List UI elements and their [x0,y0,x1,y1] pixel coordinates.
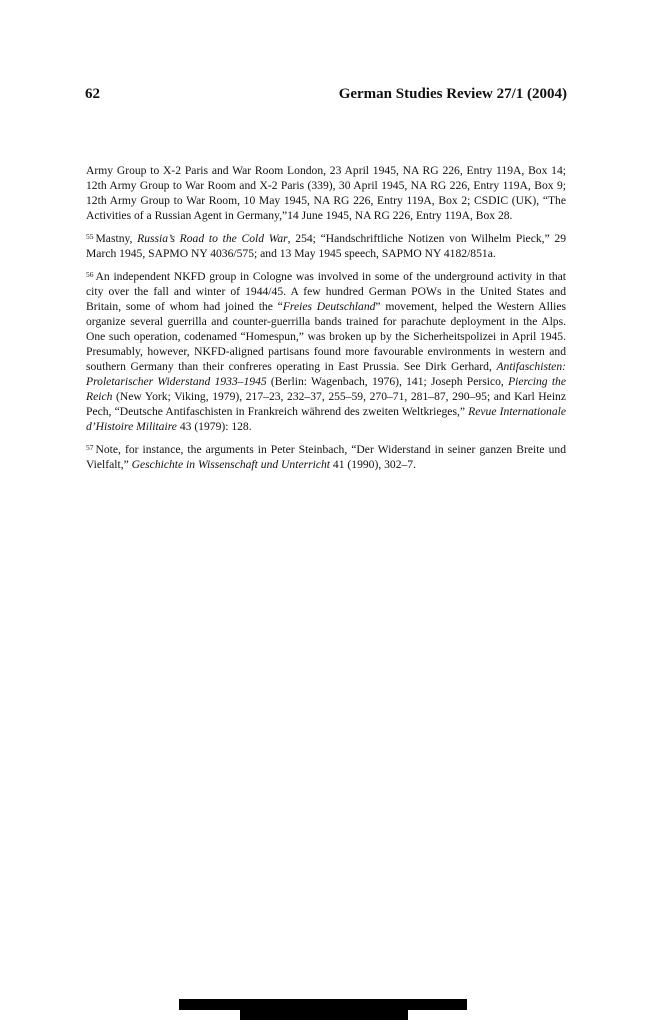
footnote-text: Army Group to X-2 Paris and War Room London, 23 April 1945, NA RG 226, Entry 119A, Box 14; 12th Army Group to War Room and X-2 Paris (339), 30 April 1945, NA RG 226, Entry 119A, Box 9; 12th Army Group to War Room, 10 May 1945, NA RG 226, Entry 119A, Box 2; CSDIC (UK), “The Activities of a Russian Agent in Germany,”14 June 1945, NA RG 226, Entry 119A, Box 28. [86,164,566,222]
scan-bar-bottom [240,1009,408,1020]
footnote-title-text: Revue Internationale d’Histoire Militaire [86,405,566,433]
footnote-title-text: Piercing the Reich [86,375,566,403]
footnote-number: 55 [86,232,94,241]
footnote-title-text: Antifaschisten: Proletarischer Widerstand 1933–1945 [86,360,566,388]
footnotes [86,163,566,478]
footnote [86,440,566,472]
footnote-text: (Berlin: Wagenbach, 1976), 141; Joseph Persico, [266,375,509,388]
footnote [86,163,566,223]
footnote [86,229,566,261]
footnote-number: 56 [86,270,94,279]
footnote-title-text: Geschichte in Wissenschaft und Unterricht [131,458,331,471]
footnote-text: (New York; Viking, 1979), 217–23, 232–37, 255–59, 270–71, 281–87, 290–95; and Karl Heinz Pech, “Deutsche Antifaschisten in Frankreich während des zweiten Weltkrieges,” [86,390,566,418]
footnote-text: 41 (1990), 302–7. [330,458,416,471]
footnote-title-text: Russia’s Road to the Cold War [137,232,288,245]
footnote-text: ” movement, helped the Western Allies organize several guerrilla and counter-guerrilla bands trained for parachute deployment in the Alps. One such operation, codenamed “Homespun,” was broken up by the Sicherheitspolizei in April 1945. Presumably, however, NKFD-aligned partisans found more favourable environments in western and southern Germany than their confreres operating in East Prussia. See Dirk Gerhard, [86,300,566,373]
page-number: 62 [85,86,100,102]
running-header [85,86,567,108]
footnote [86,267,566,434]
footnote-number: 57 [86,443,94,452]
footnote-text: 43 (1979): 128. [176,420,252,433]
footnote-text: An independent NKFD group in Cologne was involved in some of the underground activity in that city over the fall and winter of 1944/45. A few hundred German POWs in the United States and Britain, some of whom had joined the “ [86,270,566,313]
footnote-text: Note, for instance, the arguments in Peter Steinbach, “Der Widerstand in seiner ganzen Breite und Vielfalt,” [86,443,566,471]
footnote-text: , 254; “Handschriftliche Notizen von Wilhelm Pieck,” 29 March 1945, SAPMO NY 4036/575; and 13 May 1945 speech, SAPMO NY 4182/851a. [86,232,566,260]
footnote-text: Mastny, [95,232,138,245]
footnote-title-text: Freies Deutschland [282,300,376,313]
journal-running-head: German Studies Review 27/1 (2004) [338,86,567,102]
